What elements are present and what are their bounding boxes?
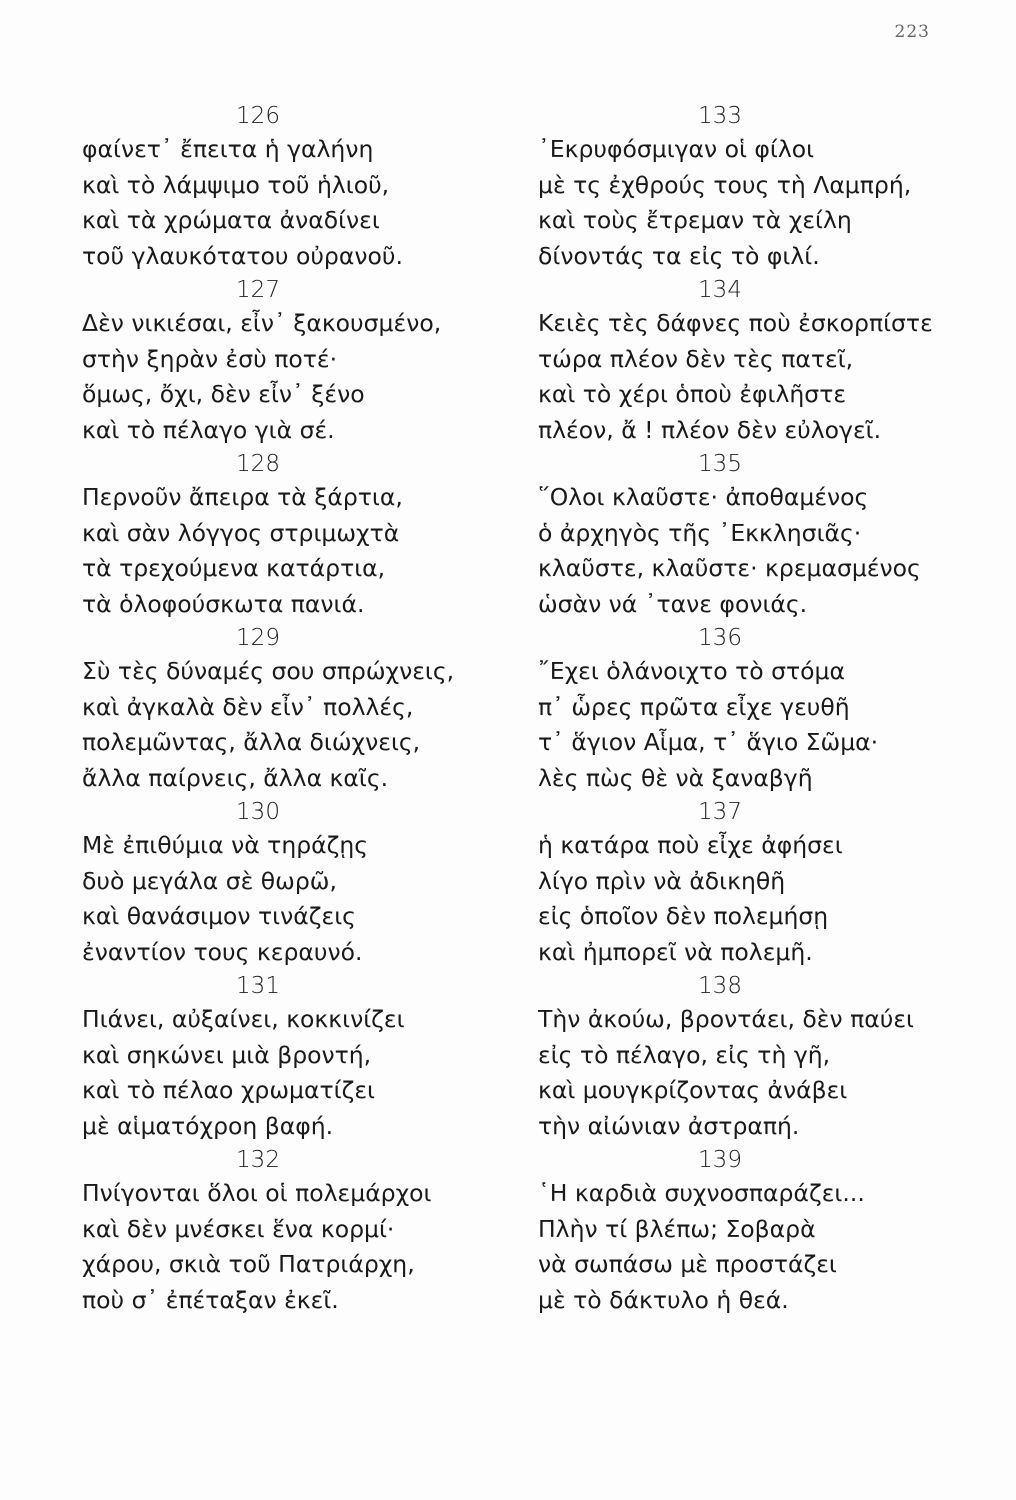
verse-line: λὲς πὼς θὲ νὰ ξαναβγῆ	[538, 763, 813, 792]
page-number: 223	[894, 22, 930, 42]
verse-line: λίγο πρὶν νὰ ἀδικηθῆ	[538, 866, 786, 895]
verse-line: ὁ ἀρχηγὸς τῆς ᾿Εκκλησιᾶς·	[538, 518, 862, 547]
verse-line: δίνοντάς τα εἰς τὸ φιλί.	[538, 241, 820, 270]
verse-line: εἰς ὁποῖον δὲν πολεμήσῃ	[538, 902, 829, 930]
stanza-number: 137	[698, 799, 742, 825]
stanza-number: 130	[236, 799, 280, 825]
stanza-134	[530, 274, 950, 448]
verse-line: ῎Εχει ὁλάνοιχτο τὸ στόμα	[538, 657, 845, 685]
verse-line: τ᾽ ἅγιον Αἷμα, τ᾽ ἅγιο Σῶμα·	[538, 728, 879, 756]
verse-line: π᾽ ὧρες πρῶτα εἶχε γευθῆ	[538, 692, 850, 721]
verse-line: χάρου, σκιὰ τοῦ Πατριάρχη,	[82, 1250, 415, 1278]
verse-line: ᾿Εκρυφόσμιγαν οἱ φίλοι	[538, 135, 815, 163]
stanza-number: 139	[698, 1147, 742, 1173]
stanza-130	[68, 796, 488, 970]
stanza-number: 128	[236, 451, 280, 477]
stanza-number: 135	[698, 451, 742, 477]
verse-line: τοῦ γλαυκότατου οὐρανοῦ.	[82, 241, 403, 270]
verse-line: στὴν ξηρὰν ἐσὺ ποτέ·	[82, 344, 338, 373]
verse-line: μὲ τὸ δάκτυλο ἡ θεά.	[538, 1285, 789, 1314]
verse-line: μὲ αἱματόχροη βαφή.	[82, 1111, 334, 1140]
stanza-137	[530, 796, 950, 970]
verse-line: ῞Ολοι κλαῦστε· ἀποθαμένος	[538, 483, 869, 511]
verse-line: νὰ σωπάσω μὲ προστάζει	[538, 1250, 837, 1278]
stanza-127	[68, 274, 488, 448]
verse-line: ἄλλα παίρνεις, ἄλλα καῖς.	[82, 763, 389, 792]
stanza-number: 133	[698, 103, 742, 129]
verse-line: κλαῦστε, κλαῦστε· κρεμασμένος	[538, 554, 921, 582]
right-column	[530, 100, 950, 1318]
stanza-131	[68, 970, 488, 1144]
verse-line: καὶ τὰ χρώματα ἀναδίνει	[82, 206, 380, 234]
verse-line: ἡ κατάρα ποὺ εἶχε ἀφήσει	[538, 831, 843, 859]
stanza-number: 131	[236, 973, 280, 999]
verse-line: καὶ μουγκρίζοντας ἀνάβει	[538, 1076, 848, 1104]
verse-line: πολεμῶντας, ἄλλα διώχνεις,	[82, 728, 421, 756]
verse-line: μὲ τς ἐχθρούς τους τὴ Λαμπρή,	[538, 170, 912, 199]
verse-line: Πιάνει, αὐξαίνει, κοκκινίζει	[82, 1005, 405, 1033]
verse-line: ποὺ σ᾽ ἐπέταξαν ἐκεῖ.	[82, 1285, 339, 1314]
stanza-133	[530, 100, 950, 274]
stanza-number: 127	[236, 277, 280, 303]
stanza-139	[530, 1144, 950, 1318]
verse-line: καὶ τὸ λάμψιμο τοῦ ἡλιοῦ,	[82, 170, 390, 199]
verse-line: ῾Η καρδιὰ συχνοσπαράζει...	[538, 1179, 865, 1207]
verse-line: καὶ τοὺς ἔτρεμαν τὰ χείλη	[538, 206, 852, 234]
verse-line: τὰ τρεχούμενα κατάρτια,	[82, 554, 386, 582]
verse-line: Μὲ ἐπιθύμια νὰ τηράζῃς	[82, 831, 369, 859]
verse-line: Σὺ τὲς δύναμές σου σπρώχνεις,	[82, 657, 455, 685]
verse-line: εἰς τὸ πέλαγο, εἰς τὴ γῆ,	[538, 1040, 831, 1069]
verse-line: Τὴν ἀκούω, βροντάει, δὲν παύει	[538, 1005, 914, 1033]
verse-line: πλέον, ἄ ! πλέον δὲν εὐλογεῖ.	[538, 415, 882, 444]
verse-line: καὶ σηκώνει μιὰ βροντή,	[82, 1040, 372, 1069]
verse-line: ὅμως, ὄχι, δὲν εἶν᾽ ξένο	[82, 380, 365, 408]
stanza-129	[68, 622, 488, 796]
verse-line: φαίνετ᾽ ἔπειτα ἡ γαλήνη	[82, 135, 374, 163]
verse-line: καὶ δὲν μνέσκει ἕνα κορμί·	[82, 1214, 395, 1243]
verse-line: καὶ θανάσιμον τινάζεις	[82, 902, 356, 930]
verse-line: καὶ τὸ χέρι ὁποὺ ἐφιλῆστε	[538, 380, 847, 408]
verse-line: καὶ τὸ πέλαγο γιὰ σέ.	[82, 415, 335, 444]
stanza-128	[68, 448, 488, 622]
verse-line: καὶ σὰν λόγγος στριμωχτὰ	[82, 518, 400, 547]
verse-line: ἐναντίον τους κεραυνό.	[82, 937, 363, 966]
verse-line: Δὲν νικιέσαι, εἶν᾽ ξακουσμένο,	[82, 309, 442, 337]
verse-line: καὶ ἀγκαλὰ δὲν εἶν᾽ πολλές,	[82, 692, 414, 721]
stanza-138	[530, 970, 950, 1144]
verse-line: καὶ τὸ πέλαο χρωματίζει	[82, 1076, 376, 1104]
stanza-132	[68, 1144, 488, 1318]
verse-line: Περνοῦν ἄπειρα τὰ ξάρτια,	[82, 483, 403, 511]
verse-line: Κειὲς τὲς δάφνες ποὺ ἐσκορπίστε	[538, 309, 933, 337]
verse-line: δυὸ μεγάλα σὲ θωρῶ,	[82, 866, 337, 895]
stanza-135	[530, 448, 950, 622]
stanza-number: 136	[698, 625, 742, 651]
verse-line: τὰ ὁλοφούσκωτα πανιά.	[82, 589, 365, 618]
stanza-136	[530, 622, 950, 796]
stanza-number: 129	[236, 625, 280, 651]
verse-line: Πνίγονται ὅλοι οἱ πολεμάρχοι	[82, 1179, 432, 1207]
stanza-number: 126	[236, 103, 280, 129]
verse-line: τώρα πλέον δὲν τὲς πατεῖ,	[538, 344, 854, 373]
verse-line: ὡσὰν νά ᾽τανε φονιάς.	[538, 589, 808, 618]
stanza-number: 132	[236, 1147, 280, 1173]
verse-line: καὶ ἠμπορεῖ νὰ πολεμῆ.	[538, 937, 813, 966]
left-column	[68, 100, 488, 1318]
verse-line: Πλὴν τί βλέπω; Σοβαρὰ	[538, 1214, 816, 1243]
stanza-number: 134	[698, 277, 742, 303]
stanza-number: 138	[698, 973, 742, 999]
stanza-126	[68, 100, 488, 274]
verse-line: τὴν αἰώνιαν ἀστραπή.	[538, 1111, 800, 1140]
